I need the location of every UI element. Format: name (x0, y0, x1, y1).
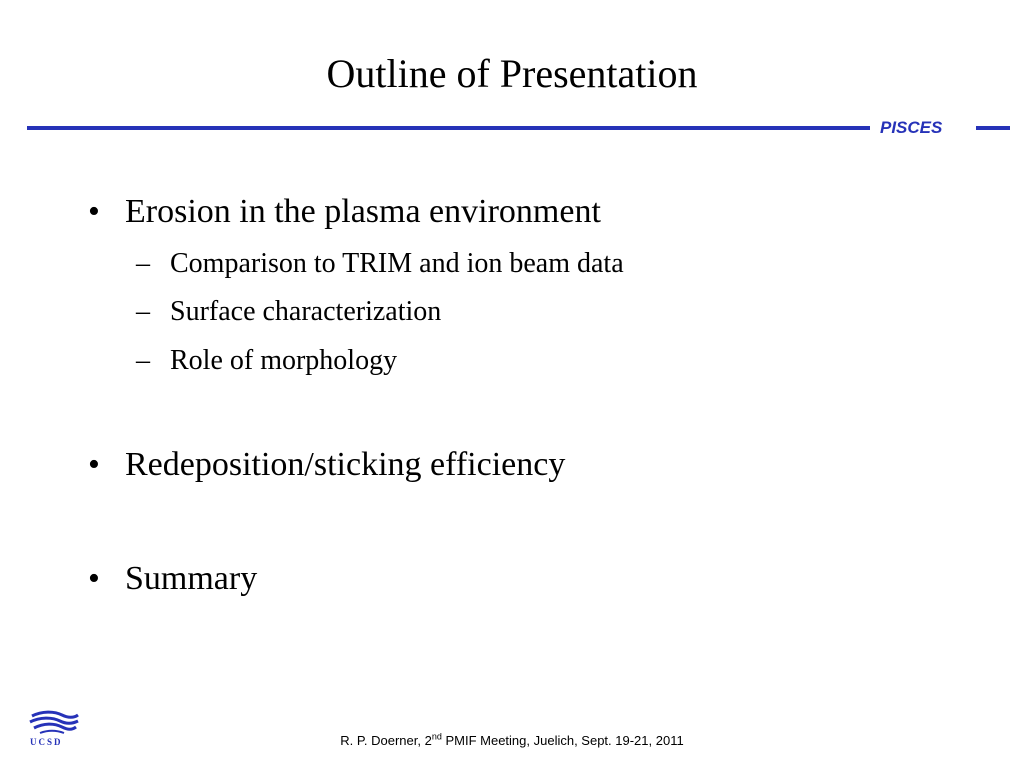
bullet-mark: • (88, 446, 100, 483)
sub-bullet-item (136, 343, 397, 379)
bullet-item (88, 443, 565, 487)
bullet-text: Summary (125, 560, 258, 597)
bullet-text: Erosion in the plasma environment (125, 193, 601, 230)
bullet-item (88, 190, 601, 234)
header-rule-end (976, 126, 1010, 130)
footer-citation (0, 733, 1024, 749)
footer-prefix: R. P. Doerner, 2 (340, 733, 432, 748)
sub-bullet-text: Surface characterization (170, 296, 442, 327)
footer-suffix: PMIF Meeting, Juelich, Sept. 19-21, 2011 (441, 733, 684, 748)
header-rule (27, 126, 870, 130)
footer-superscript: nd (431, 731, 442, 742)
bullet-item (88, 557, 257, 601)
sub-bullet-mark: – (136, 248, 150, 279)
bullet-mark: • (88, 193, 100, 230)
sub-bullet-item (136, 246, 624, 282)
sub-bullet-text: Comparison to TRIM and ion beam data (170, 248, 624, 279)
slide-title: Outline of Presentation (326, 51, 698, 96)
bullet-mark: • (88, 560, 100, 597)
logo-caption: UCSD (30, 737, 63, 747)
sub-bullet-mark: – (136, 296, 150, 327)
footer-text (340, 733, 683, 749)
bullet-text: Redeposition/sticking efficiency (125, 446, 566, 483)
sub-bullet-item (136, 294, 441, 330)
sub-bullet-mark: – (136, 345, 150, 376)
sub-bullet-text: Role of morphology (170, 345, 398, 376)
brand-label: PISCES (880, 118, 943, 137)
